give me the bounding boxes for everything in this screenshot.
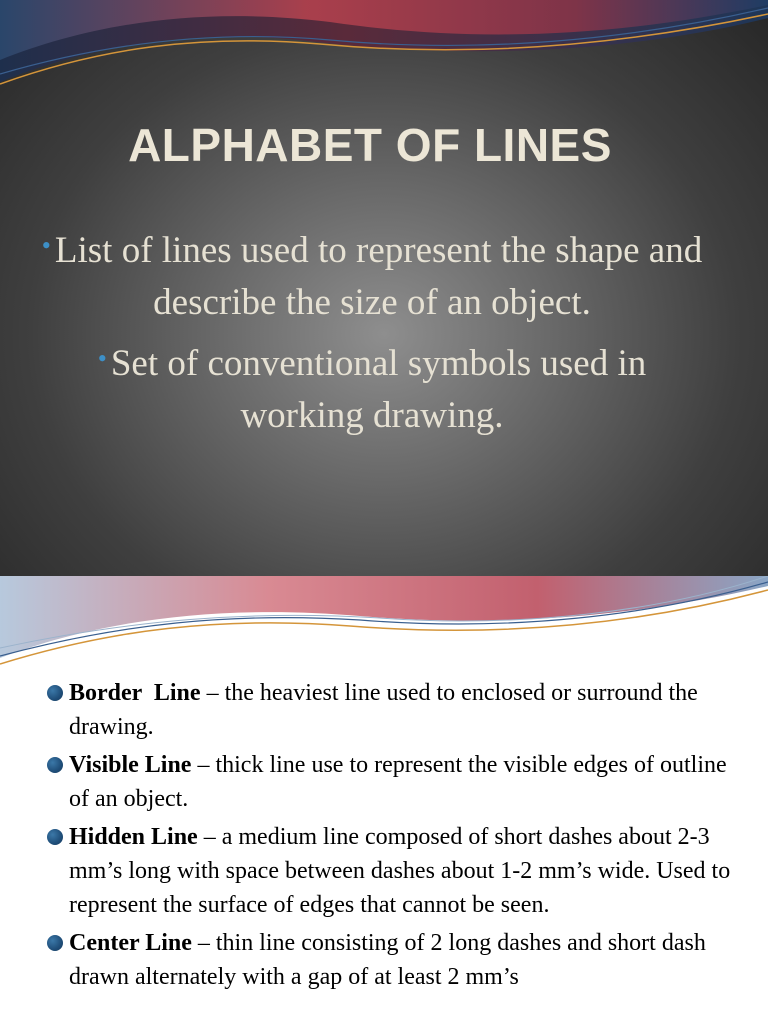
term-description: – thick line use to represent the visible edges of outline of an object. <box>69 752 727 812</box>
list-item <box>42 926 742 994</box>
bullet-dot-icon: • <box>97 344 107 373</box>
slide-1-bullet-list <box>40 220 704 446</box>
term-label: Border Line <box>69 680 201 706</box>
list-item <box>42 820 742 922</box>
bullet-dot-icon <box>47 757 63 773</box>
term-label: Center Line <box>69 930 192 956</box>
list-item: • Set of conventional symbols used in working drawing. <box>97 343 647 436</box>
term-label: Hidden Line <box>69 824 198 850</box>
slide-title: ALPHABET OF LINES <box>128 119 612 171</box>
list-item: • List of lines used to represent the shape and describe the size of an object. <box>41 230 703 323</box>
bullet-dot-icon <box>47 935 63 951</box>
bullet-dot-icon <box>47 829 63 845</box>
line-types-list <box>42 676 742 998</box>
term-label: Visible Line <box>69 752 192 778</box>
list-item <box>42 676 742 744</box>
slide-2 <box>0 576 768 1024</box>
term-description: – thin line consisting of 2 long dashes and short dash drawn alternately with a gap of at least 2 mm’s <box>69 930 706 990</box>
header-wave-decoration <box>0 576 768 671</box>
bullet-dot-icon <box>47 685 63 701</box>
list-item <box>42 748 742 816</box>
term-description: – a medium line composed of short dashes about 2-3 mm’s long with space between dashes about 1-2 mm’s wide. Used to represent the surface of edges that cannot be seen. <box>69 824 731 918</box>
term-description: – the heaviest line used to enclosed or surround the drawing. <box>69 680 698 740</box>
bullet-dot-icon: • <box>41 231 51 260</box>
header-wave-decoration <box>0 0 768 100</box>
